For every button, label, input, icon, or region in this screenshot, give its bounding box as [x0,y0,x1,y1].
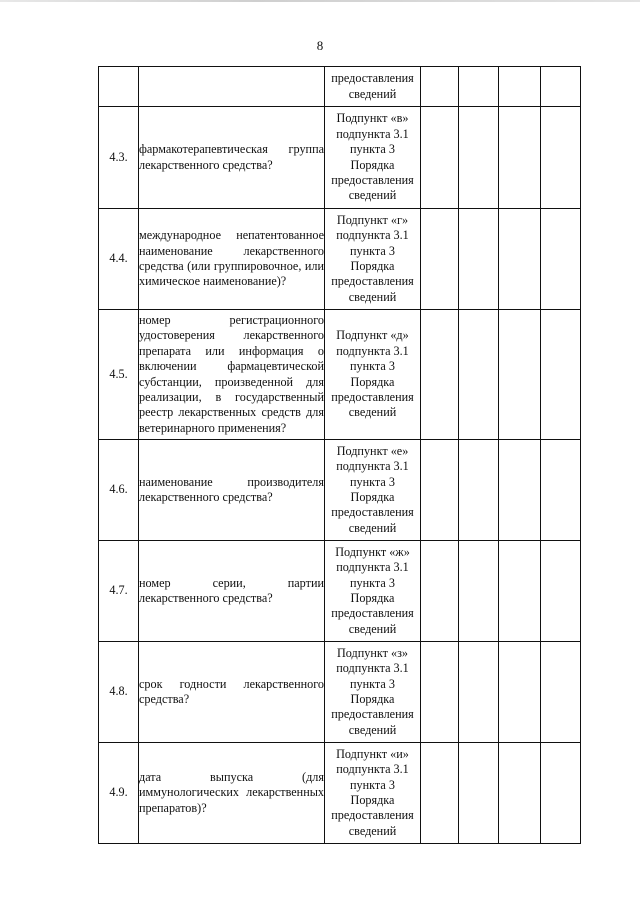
row-reference: Подпункт «и» подпункта 3.1 пункта 3 Порядка предоставления сведений [325,743,421,844]
answer-cell-yes [421,67,459,107]
row-question: международное непатентованное наименование лекарственного средства (или группировочное, или химическое наименование)? [139,209,325,310]
table-row [99,209,581,310]
table-row [99,107,581,209]
answer-cell-na [499,642,541,743]
answer-cell-no [459,67,499,107]
answer-cell-note [541,209,581,310]
row-reference: Подпункт «е» подпункта 3.1 пункта 3 Порядка предоставления сведений [325,440,421,541]
answer-cell-no [459,440,499,541]
row-reference: Подпункт «г» подпункта 3.1 пункта 3 Порядка предоставления сведений [325,209,421,310]
row-question: номер регистрационного удостоверения лекарственного препарата или информация о включении фармацевтической субстанции, произведенной для реализации, в государственный реестр лекарственных средств для ветеринарного применения? [139,310,325,440]
row-reference: Подпункт «д» подпункта 3.1 пункта 3 Порядка предоставления сведений [325,310,421,440]
table-row [99,67,581,107]
answer-cell-yes [421,541,459,642]
table-row [99,440,581,541]
row-question: фармакотерапевтическая группа лекарственного средства? [139,107,325,209]
table-row [99,743,581,844]
answer-cell-note [541,107,581,209]
answer-cell-na [499,440,541,541]
answer-cell-na [499,541,541,642]
answer-cell-note [541,310,581,440]
answer-cell-no [459,310,499,440]
answer-cell-no [459,642,499,743]
answer-cell-no [459,209,499,310]
answer-cell-note [541,743,581,844]
row-number: 4.7. [99,541,139,642]
answer-cell-na [499,310,541,440]
answer-cell-yes [421,642,459,743]
answer-cell-na [499,743,541,844]
answer-cell-no [459,743,499,844]
table-row [99,642,581,743]
row-number: 4.5. [99,310,139,440]
answer-cell-yes [421,310,459,440]
row-number: 4.3. [99,107,139,209]
checklist-table [98,66,581,844]
answer-cell-note [541,440,581,541]
page-number: 8 [316,38,324,53]
answer-cell-yes [421,209,459,310]
row-number [99,67,139,107]
answer-cell-yes [421,440,459,541]
row-reference: Подпункт «в» подпункта 3.1 пункта 3 Порядка предоставления сведений [325,107,421,209]
answer-cell-note [541,642,581,743]
row-question: наименование производителя лекарственного средства? [139,440,325,541]
row-question: дата выпуска (для иммунологических лекарственных препаратов)? [139,743,325,844]
row-question: срок годности лекарственного средства? [139,642,325,743]
answer-cell-yes [421,107,459,209]
row-number: 4.8. [99,642,139,743]
table-row [99,541,581,642]
row-number: 4.4. [99,209,139,310]
row-question: номер серии, партии лекарственного средства? [139,541,325,642]
row-number: 4.9. [99,743,139,844]
scan-edge [0,0,640,2]
answer-cell-yes [421,743,459,844]
answer-cell-na [499,67,541,107]
row-question [139,67,325,107]
answer-cell-na [499,107,541,209]
row-number: 4.6. [99,440,139,541]
answer-cell-no [459,541,499,642]
table-row [99,310,581,440]
row-reference: Подпункт «ж» подпункта 3.1 пункта 3 Порядка предоставления сведений [325,541,421,642]
answer-cell-no [459,107,499,209]
row-reference: предоставления сведений [325,67,421,107]
row-reference: Подпункт «з» подпункта 3.1 пункта 3 Порядка предоставления сведений [325,642,421,743]
answer-cell-na [499,209,541,310]
answer-cell-note [541,541,581,642]
answer-cell-note [541,67,581,107]
